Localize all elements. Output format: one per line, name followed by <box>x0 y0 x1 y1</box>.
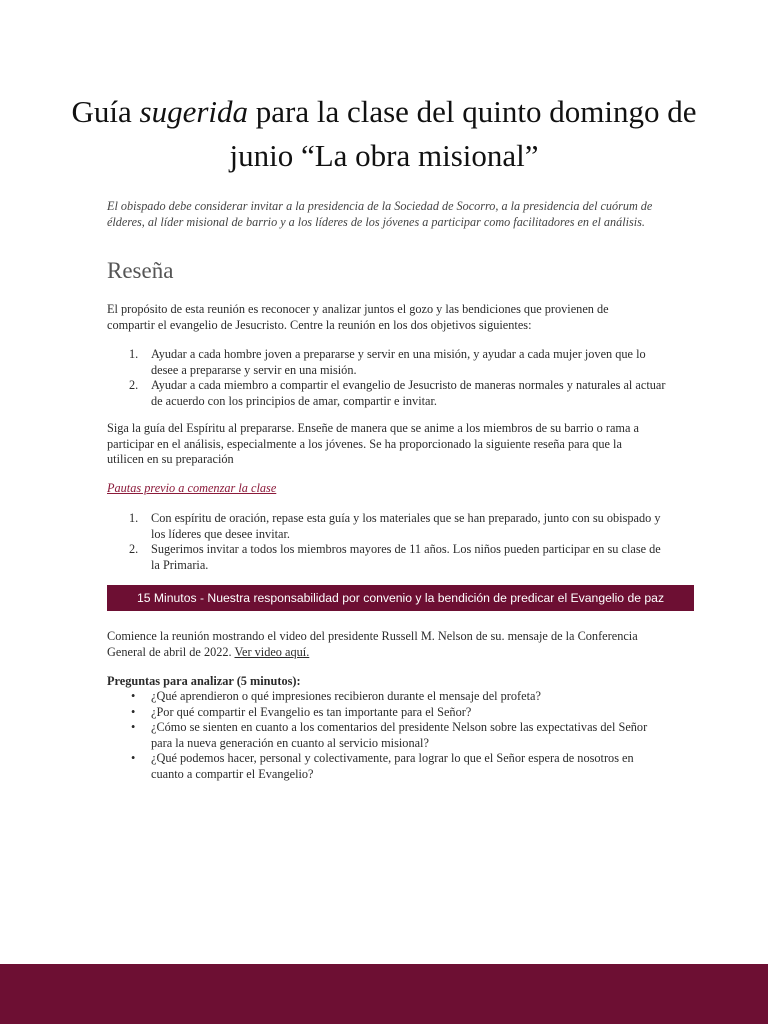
section-paragraph-text: Comience la reunión mostrando el video del presidente Russell M. Nelson de su. mensaje de la Conferencia General de abril de 2022. <box>107 629 638 659</box>
list-number: 1. <box>129 511 139 525</box>
question-text: ¿Cómo se sienten en cuanto a los comentarios del presidente Nelson sobre las expectativas del Señor para la nueva generación en cuanto al servicio misional? <box>151 720 648 750</box>
question-text: ¿Qué podemos hacer, personal y colectivamente, para lograr lo que el Señor espera de nosotros en cuanto a compartir el Evangelio? <box>151 751 634 781</box>
list-item <box>107 689 667 705</box>
list-item <box>107 542 667 573</box>
bullet-icon: • <box>131 751 136 766</box>
title-part-1: Guía <box>71 94 140 129</box>
list-number: 2. <box>129 378 139 393</box>
intro-note: El obispado debe considerar invitar a la presidencia de la Sociedad de Socorro, a la presidencia del cuórum de élderes, al líder misional de barrio y a los líderes de los jóvenes a participar como facilitadores en el análisis. <box>107 199 653 229</box>
list-item <box>107 720 667 751</box>
title-part-2: para la clase del quinto domingo de junio “La obra misional” <box>229 94 697 173</box>
list-item <box>107 751 667 782</box>
list-number: 2. <box>129 542 139 557</box>
video-link[interactable]: Ver video aquí. <box>234 644 310 659</box>
list-number: 1. <box>129 347 139 361</box>
list-item-text: Ayudar a cada hombre joven a prepararse y servir en una misión, y ayudar a cada mujer joven que lo desee a prepararse y servir en una misión. <box>151 347 646 377</box>
list-item-text: Con espíritu de oración, repase esta guía y los materiales que se han preparado, junto con su obispado y los líderes que desee invitar. <box>151 511 661 541</box>
section-banner: 15 Minutos - Nuestra responsabilidad por convenio y la bendición de predicar el Evangelio de paz <box>107 585 694 611</box>
list-item-text: Sugerimos invitar a todos los miembros mayores de 11 años. Los niños pueden participar en su clase de la Primaria. <box>151 542 661 572</box>
list-item <box>107 705 667 721</box>
resena-heading: Reseña <box>107 258 174 283</box>
bullet-icon: • <box>131 689 136 703</box>
section-paragraph <box>107 629 655 660</box>
title-italic-word: sugerida <box>139 94 248 129</box>
list-item-text: Ayudar a cada miembro a compartir el evangelio de Jesucristo de maneras normales y naturales al actuar de acuerdo con los principios de amar, compartir e invitar. <box>151 378 666 408</box>
page-title <box>60 90 708 178</box>
question-text: ¿Qué aprendieron o qué impresiones recibieron durante el mensaje del profeta? <box>151 689 541 703</box>
bullet-icon: • <box>131 720 136 735</box>
bullet-icon: • <box>131 704 136 719</box>
pautas-link[interactable]: Pautas previo a comenzar la clase <box>107 481 277 495</box>
questions-list <box>107 689 667 783</box>
resena-paragraph-1: El propósito de esta reunión es reconocer y analizar juntos el gozo y las bendiciones que provienen de compartir el evangelio de Jesucristo. Centre la reunión en los dos objetivos siguientes: <box>107 302 609 332</box>
list-item <box>107 378 667 409</box>
resena-paragraph-2: Siga la guía del Espíritu al prepararse. Enseñe de manera que se anime a los miembros de su barrio o rama a participar en el análisis, especialmente a los jóvenes. Se ha proporcionado la siguiente reseña para que la utilicen en su preparación <box>107 421 639 467</box>
questions-heading: Preguntas para analizar (5 minutos): <box>107 674 301 688</box>
pautas-list <box>107 511 667 573</box>
objectives-list <box>107 347 667 409</box>
list-item <box>107 347 667 378</box>
footer-bar <box>0 964 768 1024</box>
question-text: ¿Por qué compartir el Evangelio es tan importante para el Señor? <box>151 704 472 719</box>
list-item <box>107 511 667 542</box>
